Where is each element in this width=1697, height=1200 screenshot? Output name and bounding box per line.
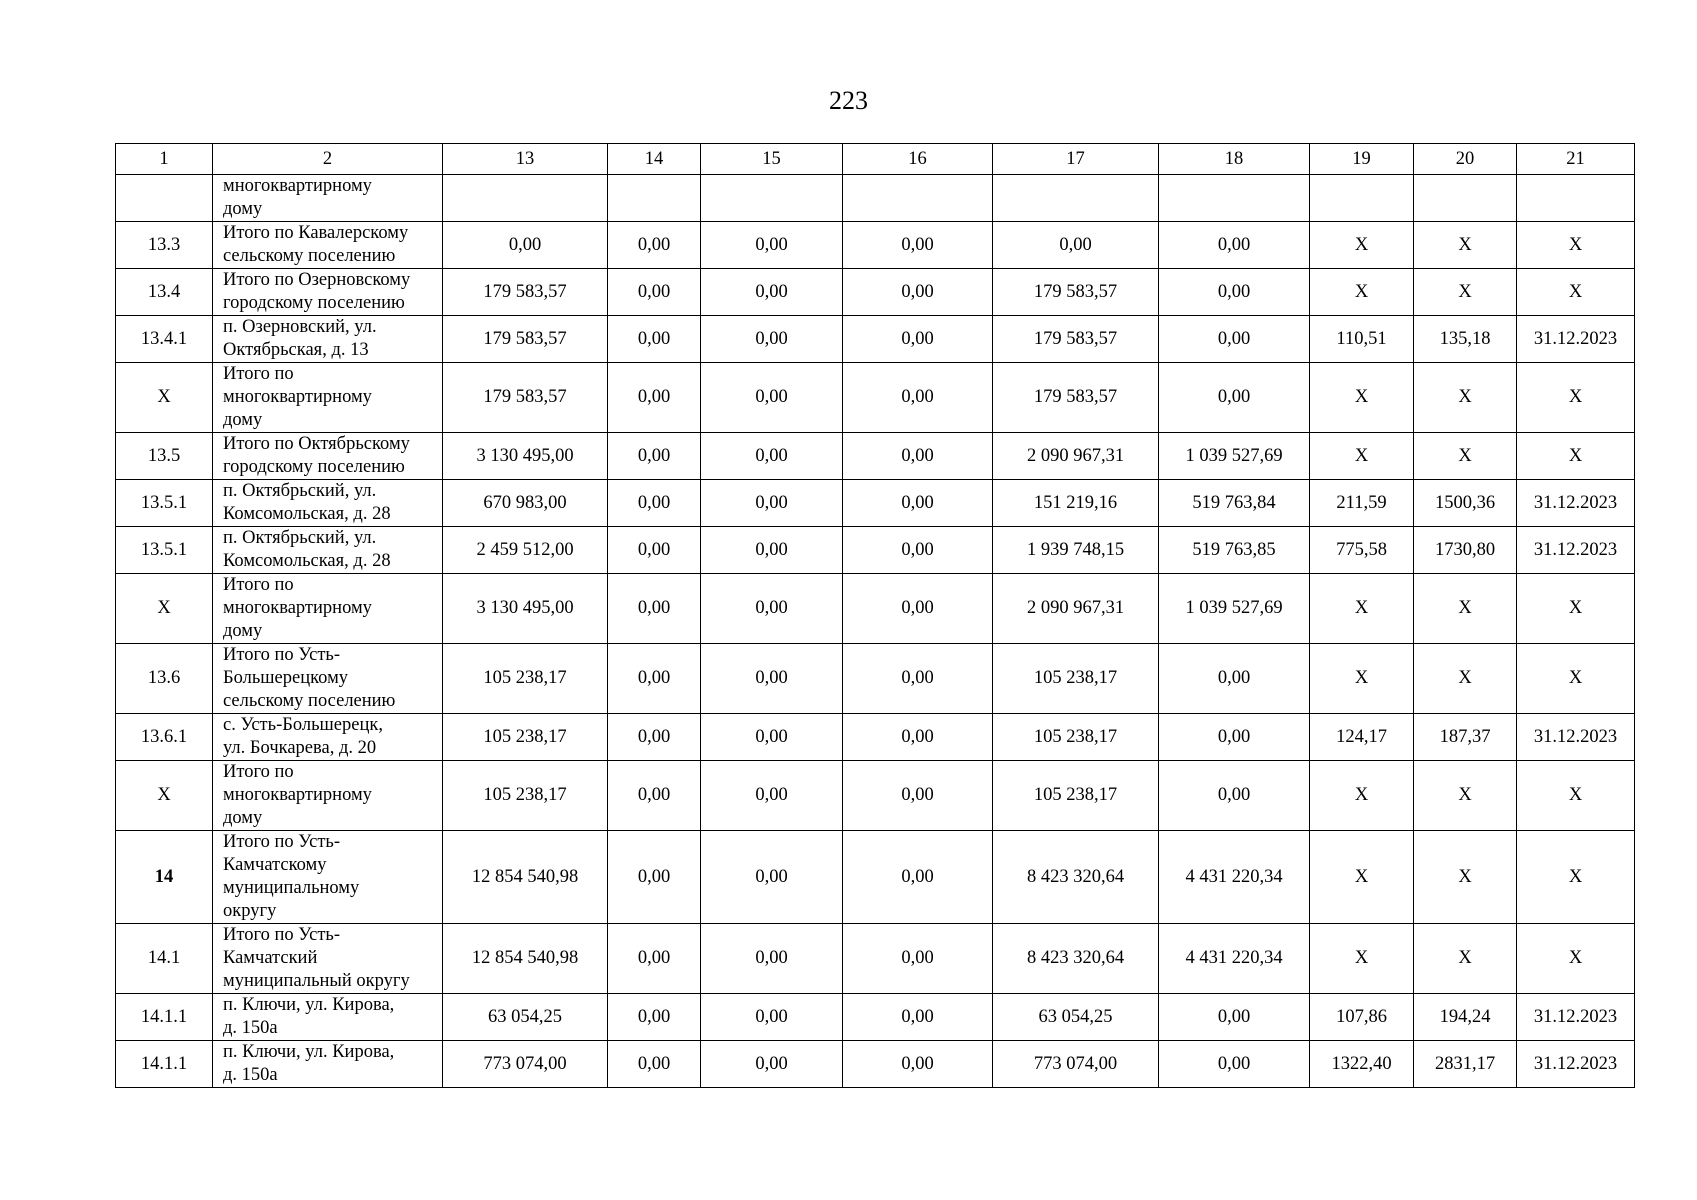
cell-col20: X <box>1414 831 1517 924</box>
header-col-19: 19 <box>1310 144 1414 175</box>
cell-name: п. Ключи, ул. Кирова, д. 150а <box>213 1041 443 1088</box>
table-row <box>116 363 1635 433</box>
cell-col18: 0,00 <box>1159 1041 1310 1088</box>
cell-col17: 8 423 320,64 <box>993 924 1159 994</box>
table-row <box>116 644 1635 714</box>
cell-col18: 0,00 <box>1159 994 1310 1041</box>
cell-col13: 773 074,00 <box>443 1041 608 1088</box>
cell-col20: X <box>1414 574 1517 644</box>
cell-col15: 0,00 <box>701 269 843 316</box>
cell-col13: 105 238,17 <box>443 761 608 831</box>
cell-col18: 519 763,85 <box>1159 527 1310 574</box>
table-row <box>116 831 1635 924</box>
cell-col20: 1500,36 <box>1414 480 1517 527</box>
table-row <box>116 175 1635 222</box>
header-col-18: 18 <box>1159 144 1310 175</box>
cell-col17: 151 219,16 <box>993 480 1159 527</box>
cell-num: 14 <box>116 831 213 924</box>
cell-col21: X <box>1517 433 1635 480</box>
cell-num: 13.4 <box>116 269 213 316</box>
cell-col21: 31.12.2023 <box>1517 316 1635 363</box>
cell-num: 13.3 <box>116 222 213 269</box>
table-row <box>116 574 1635 644</box>
cell-col15: 0,00 <box>701 714 843 761</box>
cell-col15: 0,00 <box>701 831 843 924</box>
cell-col15: 0,00 <box>701 994 843 1041</box>
cell-num: 13.6.1 <box>116 714 213 761</box>
cell-col17: 105 238,17 <box>993 761 1159 831</box>
cell-col19: 1322,40 <box>1310 1041 1414 1088</box>
cell-col20: X <box>1414 924 1517 994</box>
cell-col18: 0,00 <box>1159 222 1310 269</box>
table-row <box>116 269 1635 316</box>
cell-col20: X <box>1414 363 1517 433</box>
cell-col18: 0,00 <box>1159 714 1310 761</box>
table-row <box>116 924 1635 994</box>
cell-col14: 0,00 <box>608 644 701 714</box>
cell-col18: 0,00 <box>1159 316 1310 363</box>
cell-col13 <box>443 175 608 222</box>
cell-col18 <box>1159 175 1310 222</box>
cell-col15: 0,00 <box>701 644 843 714</box>
header-col-2: 2 <box>213 144 443 175</box>
cell-name: Итого по Кавалерскому сельскому поселению <box>213 222 443 269</box>
cell-col14: 0,00 <box>608 761 701 831</box>
cell-col20: 135,18 <box>1414 316 1517 363</box>
cell-col16: 0,00 <box>843 316 993 363</box>
cell-col20: X <box>1414 761 1517 831</box>
header-col-16: 16 <box>843 144 993 175</box>
header-col-13: 13 <box>443 144 608 175</box>
cell-col15: 0,00 <box>701 527 843 574</box>
cell-name: Итого по Усть- Камчатскому муниципальному округу <box>213 831 443 924</box>
cell-col15: 0,00 <box>701 363 843 433</box>
cell-name: Итого по многоквартирному дому <box>213 761 443 831</box>
page-number: 223 <box>829 86 868 115</box>
cell-col14: 0,00 <box>608 924 701 994</box>
cell-col19: X <box>1310 644 1414 714</box>
cell-col18: 4 431 220,34 <box>1159 924 1310 994</box>
cell-col15: 0,00 <box>701 316 843 363</box>
cell-col21: X <box>1517 222 1635 269</box>
cell-col14: 0,00 <box>608 269 701 316</box>
cell-num: 14.1.1 <box>116 1041 213 1088</box>
cell-col20: 187,37 <box>1414 714 1517 761</box>
cell-col16: 0,00 <box>843 761 993 831</box>
cell-col20: 1730,80 <box>1414 527 1517 574</box>
cell-col13: 0,00 <box>443 222 608 269</box>
cell-col19: X <box>1310 924 1414 994</box>
cell-col17: 0,00 <box>993 222 1159 269</box>
cell-col15: 0,00 <box>701 1041 843 1088</box>
cell-name: Итого по Усть- Камчатский муниципальный округу <box>213 924 443 994</box>
cell-col19: X <box>1310 761 1414 831</box>
cell-col13: 105 238,17 <box>443 644 608 714</box>
cell-num: 13.5 <box>116 433 213 480</box>
table-row <box>116 714 1635 761</box>
cell-col21 <box>1517 175 1635 222</box>
cell-num: X <box>116 761 213 831</box>
cell-col21: X <box>1517 574 1635 644</box>
cell-col17: 179 583,57 <box>993 269 1159 316</box>
cell-col20: 2831,17 <box>1414 1041 1517 1088</box>
cell-col15: 0,00 <box>701 433 843 480</box>
cell-col18: 519 763,84 <box>1159 480 1310 527</box>
cell-col18: 0,00 <box>1159 363 1310 433</box>
cell-col14: 0,00 <box>608 714 701 761</box>
cell-col21: 31.12.2023 <box>1517 714 1635 761</box>
cell-col19: 124,17 <box>1310 714 1414 761</box>
cell-col15: 0,00 <box>701 480 843 527</box>
cell-num: 13.4.1 <box>116 316 213 363</box>
cell-col17: 63 054,25 <box>993 994 1159 1041</box>
cell-col16: 0,00 <box>843 831 993 924</box>
cell-col19: 211,59 <box>1310 480 1414 527</box>
cell-col18: 1 039 527,69 <box>1159 433 1310 480</box>
cell-col16: 0,00 <box>843 363 993 433</box>
cell-col15 <box>701 175 843 222</box>
cell-col13: 105 238,17 <box>443 714 608 761</box>
cell-col17: 2 090 967,31 <box>993 433 1159 480</box>
cell-name: многоквартирному дому <box>213 175 443 222</box>
cell-col21: X <box>1517 761 1635 831</box>
cell-col17: 2 090 967,31 <box>993 574 1159 644</box>
cell-name: Итого по многоквартирному дому <box>213 574 443 644</box>
cell-name: п. Октябрьский, ул. Комсомольская, д. 28 <box>213 527 443 574</box>
cell-col19: X <box>1310 831 1414 924</box>
cell-col16: 0,00 <box>843 924 993 994</box>
cell-col18: 0,00 <box>1159 644 1310 714</box>
cell-col13: 670 983,00 <box>443 480 608 527</box>
cell-col17: 179 583,57 <box>993 363 1159 433</box>
cell-col17 <box>993 175 1159 222</box>
cell-col17: 105 238,17 <box>993 714 1159 761</box>
cell-col19: 110,51 <box>1310 316 1414 363</box>
cell-col16: 0,00 <box>843 644 993 714</box>
cell-num: 13.5.1 <box>116 480 213 527</box>
cell-col20: X <box>1414 644 1517 714</box>
cell-col19: X <box>1310 222 1414 269</box>
cell-name: Итого по Усть- Большерецкому сельскому поселению <box>213 644 443 714</box>
table-row <box>116 527 1635 574</box>
header-col-20: 20 <box>1414 144 1517 175</box>
cell-num: 14.1 <box>116 924 213 994</box>
table-row <box>116 480 1635 527</box>
cell-col14: 0,00 <box>608 994 701 1041</box>
cell-col16: 0,00 <box>843 994 993 1041</box>
cell-col21: 31.12.2023 <box>1517 527 1635 574</box>
cell-col13: 179 583,57 <box>443 316 608 363</box>
cell-col19 <box>1310 175 1414 222</box>
cell-col14: 0,00 <box>608 527 701 574</box>
cell-col14: 0,00 <box>608 480 701 527</box>
cell-col16: 0,00 <box>843 527 993 574</box>
cell-col16: 0,00 <box>843 222 993 269</box>
cell-num <box>116 175 213 222</box>
cell-col14: 0,00 <box>608 222 701 269</box>
cell-col18: 0,00 <box>1159 761 1310 831</box>
table-row <box>116 316 1635 363</box>
cell-col15: 0,00 <box>701 574 843 644</box>
cell-col13: 12 854 540,98 <box>443 831 608 924</box>
header-col-1: 1 <box>116 144 213 175</box>
cell-col19: X <box>1310 433 1414 480</box>
cell-col14 <box>608 175 701 222</box>
cell-col19: X <box>1310 363 1414 433</box>
cell-col14: 0,00 <box>608 316 701 363</box>
cell-col17: 179 583,57 <box>993 316 1159 363</box>
cell-col14: 0,00 <box>608 1041 701 1088</box>
cell-col21: 31.12.2023 <box>1517 480 1635 527</box>
cell-col20: 194,24 <box>1414 994 1517 1041</box>
cell-col21: X <box>1517 831 1635 924</box>
table-row <box>116 761 1635 831</box>
cell-col20: X <box>1414 269 1517 316</box>
cell-col13: 3 130 495,00 <box>443 574 608 644</box>
cell-col14: 0,00 <box>608 831 701 924</box>
cell-col21: X <box>1517 363 1635 433</box>
cell-col15: 0,00 <box>701 222 843 269</box>
cell-col14: 0,00 <box>608 574 701 644</box>
cell-name: п. Озерновский, ул. Октябрьская, д. 13 <box>213 316 443 363</box>
cell-col21: X <box>1517 269 1635 316</box>
cell-col17: 1 939 748,15 <box>993 527 1159 574</box>
cell-col20: X <box>1414 433 1517 480</box>
cell-col15: 0,00 <box>701 924 843 994</box>
cell-col16: 0,00 <box>843 714 993 761</box>
cell-num: 14.1.1 <box>116 994 213 1041</box>
cell-num: X <box>116 574 213 644</box>
cell-col21: X <box>1517 644 1635 714</box>
cell-col16 <box>843 175 993 222</box>
cell-num: 13.5.1 <box>116 527 213 574</box>
header-col-14: 14 <box>608 144 701 175</box>
header-col-21: 21 <box>1517 144 1635 175</box>
table-row <box>116 994 1635 1041</box>
cell-num: 13.6 <box>116 644 213 714</box>
cell-col21: X <box>1517 924 1635 994</box>
cell-col21: 31.12.2023 <box>1517 1041 1635 1088</box>
cell-col14: 0,00 <box>608 433 701 480</box>
table-row <box>116 222 1635 269</box>
cell-name: Итого по Озерновскому городскому поселению <box>213 269 443 316</box>
table-row <box>116 433 1635 480</box>
cell-col14: 0,00 <box>608 363 701 433</box>
cell-name: Итого по Октябрьскому городскому поселению <box>213 433 443 480</box>
cell-col19: 775,58 <box>1310 527 1414 574</box>
header-col-17: 17 <box>993 144 1159 175</box>
data-table <box>115 143 1635 1088</box>
cell-col19: X <box>1310 269 1414 316</box>
cell-col16: 0,00 <box>843 269 993 316</box>
cell-col16: 0,00 <box>843 574 993 644</box>
cell-col19: X <box>1310 574 1414 644</box>
cell-col13: 179 583,57 <box>443 269 608 316</box>
cell-col16: 0,00 <box>843 1041 993 1088</box>
cell-col13: 179 583,57 <box>443 363 608 433</box>
cell-col20 <box>1414 175 1517 222</box>
cell-name: Итого по многоквартирному дому <box>213 363 443 433</box>
cell-col20: X <box>1414 222 1517 269</box>
cell-col13: 2 459 512,00 <box>443 527 608 574</box>
cell-num: X <box>116 363 213 433</box>
cell-col18: 1 039 527,69 <box>1159 574 1310 644</box>
table-body <box>116 175 1635 1088</box>
cell-col18: 0,00 <box>1159 269 1310 316</box>
cell-col15: 0,00 <box>701 761 843 831</box>
cell-col17: 773 074,00 <box>993 1041 1159 1088</box>
cell-name: с. Усть-Большерецк, ул. Бочкарева, д. 20 <box>213 714 443 761</box>
header-col-15: 15 <box>701 144 843 175</box>
cell-col17: 8 423 320,64 <box>993 831 1159 924</box>
cell-col16: 0,00 <box>843 433 993 480</box>
cell-col16: 0,00 <box>843 480 993 527</box>
cell-col13: 63 054,25 <box>443 994 608 1041</box>
cell-col18: 4 431 220,34 <box>1159 831 1310 924</box>
cell-col13: 12 854 540,98 <box>443 924 608 994</box>
cell-name: п. Октябрьский, ул. Комсомольская, д. 28 <box>213 480 443 527</box>
cell-col17: 105 238,17 <box>993 644 1159 714</box>
cell-col21: 31.12.2023 <box>1517 994 1635 1041</box>
cell-col13: 3 130 495,00 <box>443 433 608 480</box>
cell-name: п. Ключи, ул. Кирова, д. 150а <box>213 994 443 1041</box>
table-row <box>116 1041 1635 1088</box>
cell-col19: 107,86 <box>1310 994 1414 1041</box>
table-header-row <box>116 144 1635 175</box>
